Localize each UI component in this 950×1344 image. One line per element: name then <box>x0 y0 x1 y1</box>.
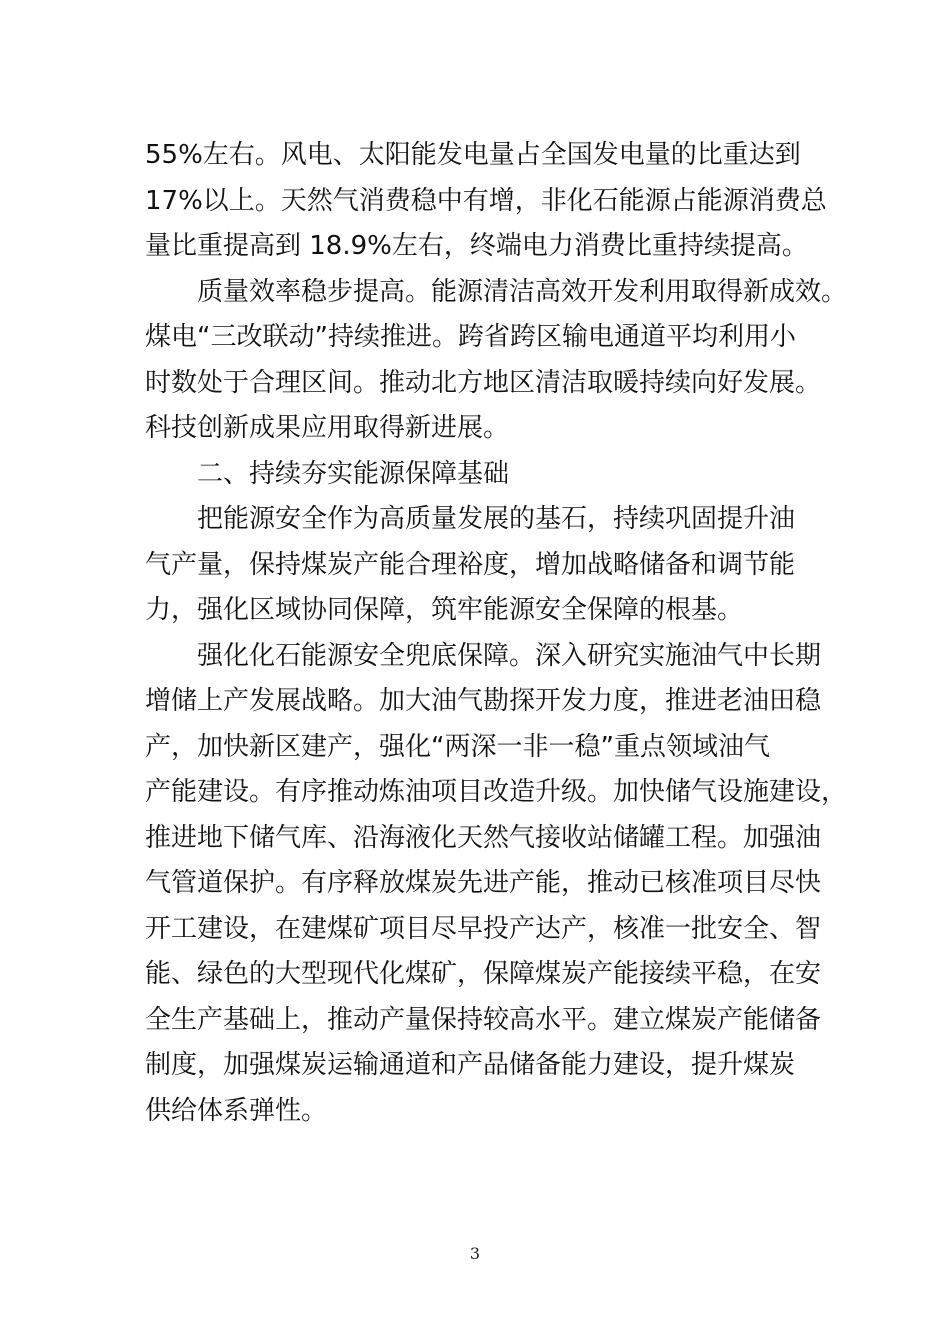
text-line: 制度，加强煤炭运输通道和产品储备能力建设，提升煤炭 <box>145 1050 796 1080</box>
text-line: 55%左右。风电、太阳能发电量占全国发电量的比重达到 <box>145 140 801 170</box>
body-text <box>145 133 848 1134</box>
text-line: 气产量，保持煤炭产能合理裕度，增加战略储备和调节能 <box>145 549 796 580</box>
text-line: 二、持续夯实能源保障基础 <box>197 458 510 489</box>
text-line: 开工建设，在建煤矿项目尽早投产达产，核准一批安全、智 <box>145 913 822 944</box>
text-line: 力，强化区域协同保障，筑牢能源安全保障的根基。 <box>145 595 744 625</box>
text-line: 能、绿色的大型现代化煤矿，保障煤炭产能接续平稳，在安 <box>145 959 822 989</box>
text-line: 17%以上。天然气消费稳中有增，非化石能源占能源消费总 <box>145 185 827 216</box>
text-line: 气管道保护。有序释放煤炭先进产能，推动已核准项目尽快 <box>145 868 822 898</box>
text-line: 产，加快新区建产，强化“两深一非一稳”重点领域油气 <box>145 731 770 762</box>
text-line: 强化化石能源安全兜底保障。深入研究实施油气中长期 <box>197 640 822 671</box>
text-line: 量比重提高到 18.9%左右，终端电力消费比重持续提高。 <box>145 231 808 261</box>
text-line: 科技创新成果应用取得新进展。 <box>145 413 510 443</box>
text-line: 煤电“三改联动”持续推进。跨省跨区输电通道平均利用小 <box>145 322 796 352</box>
page-number: 3 <box>469 1244 481 1263</box>
text-line: 推进地下储气库、沿海液化天然气接收站储罐工程。加强油 <box>145 822 822 853</box>
text-line: 质量效率稳步提高。能源清洁高效开发利用取得新成效。 <box>197 276 848 307</box>
text-line: 把能源安全作为高质量发展的基石，持续巩固提升油 <box>197 504 796 534</box>
text-line: 增储上产发展战略。加大油气勘探开发力度，推进老油田稳 <box>145 686 822 716</box>
text-line: 产能建设。有序推动炼油项目改造升级。加快储气设施建设， <box>145 777 848 807</box>
text-line: 供给体系弹性。 <box>145 1095 328 1126</box>
text-line: 全生产基础上，推动产量保持较高水平。建立煤炭产能储备 <box>145 1004 822 1035</box>
text-line: 时数处于合理区间。推动北方地区清洁取暖持续向好发展。 <box>145 367 822 398</box>
